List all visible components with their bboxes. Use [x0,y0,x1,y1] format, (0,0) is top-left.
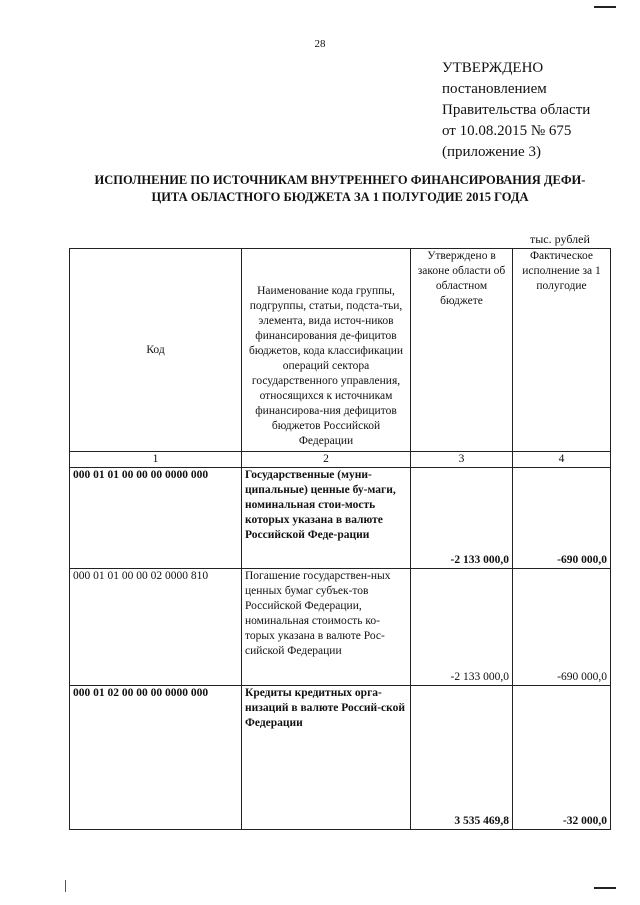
row-actual-value: -690 000,0 [513,569,611,686]
table-row [70,468,611,569]
document-title-line-1: ИСПОЛНЕНИЕ ПО ИСТОЧНИКАМ ВНУТРЕННЕГО ФИНАНСИРОВАНИЯ ДЕФИ- [94,173,586,187]
column-number: 2 [242,452,411,468]
table-header-row [70,249,611,452]
row-actual-value: -32 000,0 [513,686,611,830]
document-title [70,172,610,206]
approval-line-5: (приложение 3) [442,144,541,160]
financing-table [69,248,611,830]
scan-mark-left [65,880,66,892]
column-number-row [70,452,611,468]
approval-line-2: постановлением [442,81,547,97]
row-approved-value: 3 535 469,8 [411,686,513,830]
header-name: Наименование кода группы, подгруппы, статьи, подста-тьи, элемента, вида источ-ников финансирования де-фицитов бюджетов, кода классификации операций сектора государственного управления, относящихся к источникам финансирова-ния дефицитов бюджетов Российской Федерации [242,249,411,452]
approval-line-3: Правительства области [442,102,591,118]
row-actual-value: -690 000,0 [513,468,611,569]
header-code: Код [70,249,242,452]
column-number: 3 [411,452,513,468]
approval-stamp [442,58,590,163]
header-actual: Фактическое исполнение за 1 полугодие [513,249,611,452]
row-approved-value: -2 133 000,0 [411,569,513,686]
row-name: Кредиты кредитных орга-низаций в валюте Россий-ской Федерации [242,686,411,830]
document-title-line-2: ЦИТА ОБЛАСТНОГО БЮДЖЕТА ЗА 1 ПОЛУГОДИЕ 2015 ГОДА [151,190,529,204]
page-number: 28 [314,38,326,50]
corner-mark-bottom [594,887,616,889]
units-label: тыс. рублей [530,232,590,246]
header-approved: Утверждено в законе области об областном бюджете [411,249,513,452]
corner-mark-top [594,6,616,8]
row-code: 000 01 02 00 00 00 0000 000 [70,686,242,830]
row-code: 000 01 01 00 00 02 0000 810 [70,569,242,686]
row-code: 000 01 01 00 00 00 0000 000 [70,468,242,569]
row-name: Погашение государствен-ных ценных бумаг субъек-тов Российской Федерации, номинальная стоимость ко-торых указана в валюте Рос-сийской Федерации [242,569,411,686]
approval-line-4: от 10.08.2015 № 675 [442,123,572,139]
column-number: 4 [513,452,611,468]
row-approved-value: -2 133 000,0 [411,468,513,569]
column-number: 1 [70,452,242,468]
table-row [70,569,611,686]
row-name: Государственные (муни-ципальные) ценные бу-маги, номинальная стои-мость которых указана в валюте Российской Феде-рации [242,468,411,569]
approval-line-1: УТВЕРЖДЕНО [442,60,544,76]
table-row [70,686,611,830]
